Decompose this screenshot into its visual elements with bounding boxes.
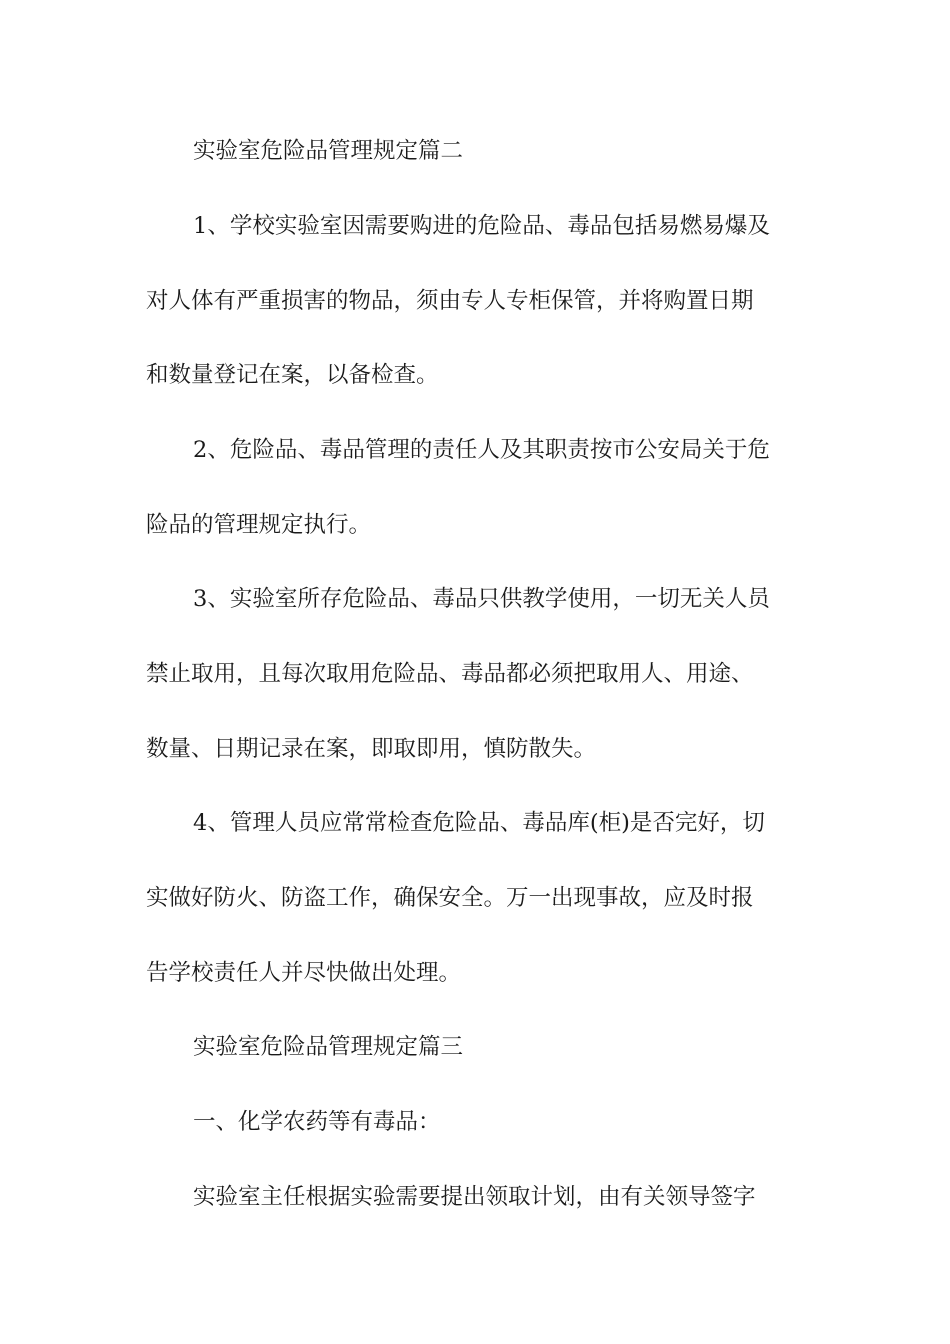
- paragraph-1-line-3: 和数量登记在案，以备检查。: [146, 362, 439, 388]
- paragraph-3-line-1: 3、实验室所存危险品、毒品只供教学使用，一切无关人员: [193, 586, 770, 612]
- paragraph-5-line-1: 实验室主任根据实验需要提出领取计划，由有关领导签字: [193, 1184, 756, 1210]
- paragraph-1-line-2: 对人体有严重损害的物品，须由专人专柜保管，并将购置日期: [146, 288, 754, 314]
- subheading-chemical-pesticides: 一、化学农药等有毒品：: [193, 1109, 441, 1135]
- paragraph-2-line-2: 险品的管理规定执行。: [146, 512, 372, 538]
- paragraph-4-line-3: 告学校责任人并尽快做出处理。: [146, 960, 462, 986]
- paragraph-3-line-2: 禁止取用，且每次取用危险品、毒品都必须把取用人、用途、: [146, 661, 754, 687]
- section-heading-part-two: 实验室危险品管理规定篇二: [193, 138, 464, 164]
- paragraph-3-line-3: 数量、日期记录在案，即取即用，慎防散失。: [146, 736, 597, 762]
- section-heading-part-three: 实验室危险品管理规定篇三: [193, 1034, 464, 1060]
- paragraph-2-line-1: 2、危险品、毒品管理的责任人及其职责按市公安局关于危: [193, 437, 770, 463]
- paragraph-4-line-2: 实做好防火、防盗工作，确保安全。万一出现事故，应及时报: [146, 885, 754, 911]
- paragraph-1-line-1: 1、学校实验室因需要购进的危险品、毒品包括易燃易爆及: [193, 213, 770, 239]
- paragraph-4-line-1: 4、管理人员应常常检查危险品、毒品库(柜)是否完好，切: [193, 810, 765, 836]
